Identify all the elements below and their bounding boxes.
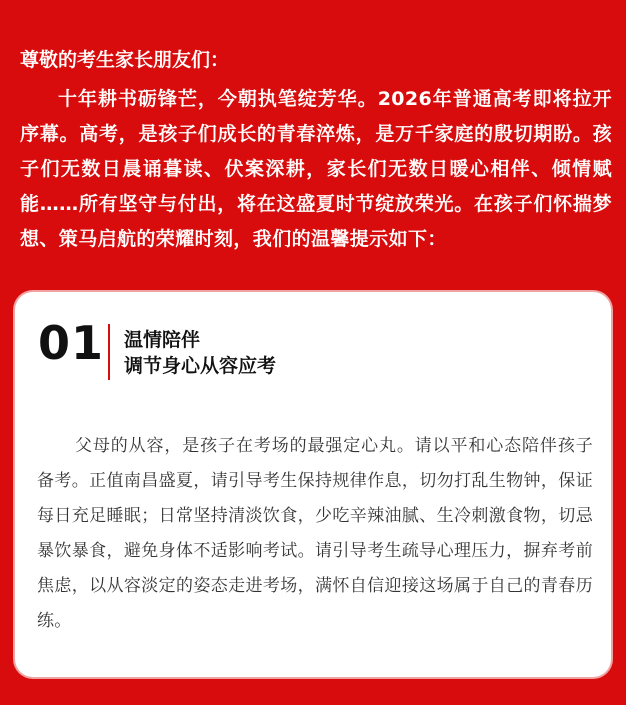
section-heading <box>124 327 276 379</box>
intro-paragraph: 十年耕书砺锋芒，今朝执笔绽芳华。2026年普通高考即将拉开序幕。高考，是孩子们成长的青春淬炼，是万千家庭的殷切期盼。孩子们无数日晨诵暮读、伏案深耕，家长们无数日暖心相伴、倾情赋能……所有坚守与付出，将在这盛夏时节绽放荣光。在孩子们怀揣梦想、策马启航的荣耀时刻，我们的温馨提示如下： <box>20 88 612 250</box>
tip-card <box>15 292 611 677</box>
intro-section <box>20 43 612 257</box>
section-title-line2: 调节身心从容应考 <box>124 355 277 377</box>
section-title-line1: 温情陪伴 <box>124 329 201 351</box>
section-paragraph: 父母的从容，是孩子在考场的最强定心丸。请以平和心态陪伴孩子备考。正值南昌盛夏，请引导考生保持规律作息，切勿打乱生物钟，保证每日充足睡眠；日常坚持清淡饮食，少吃辛辣油腻、生冷刺激食物，切忌暴饮暴食，避免身体不适影响考试。请引导考生疏导心理压力，摒弃考前焦虑，以从容淡定的姿态走进考场，满怀自信迎接这场属于自己的青春历练。 <box>37 436 593 631</box>
section-number: 01 <box>38 316 105 370</box>
greeting-text: 尊敬的考生家长朋友们： <box>20 49 230 71</box>
section-divider <box>108 324 110 380</box>
